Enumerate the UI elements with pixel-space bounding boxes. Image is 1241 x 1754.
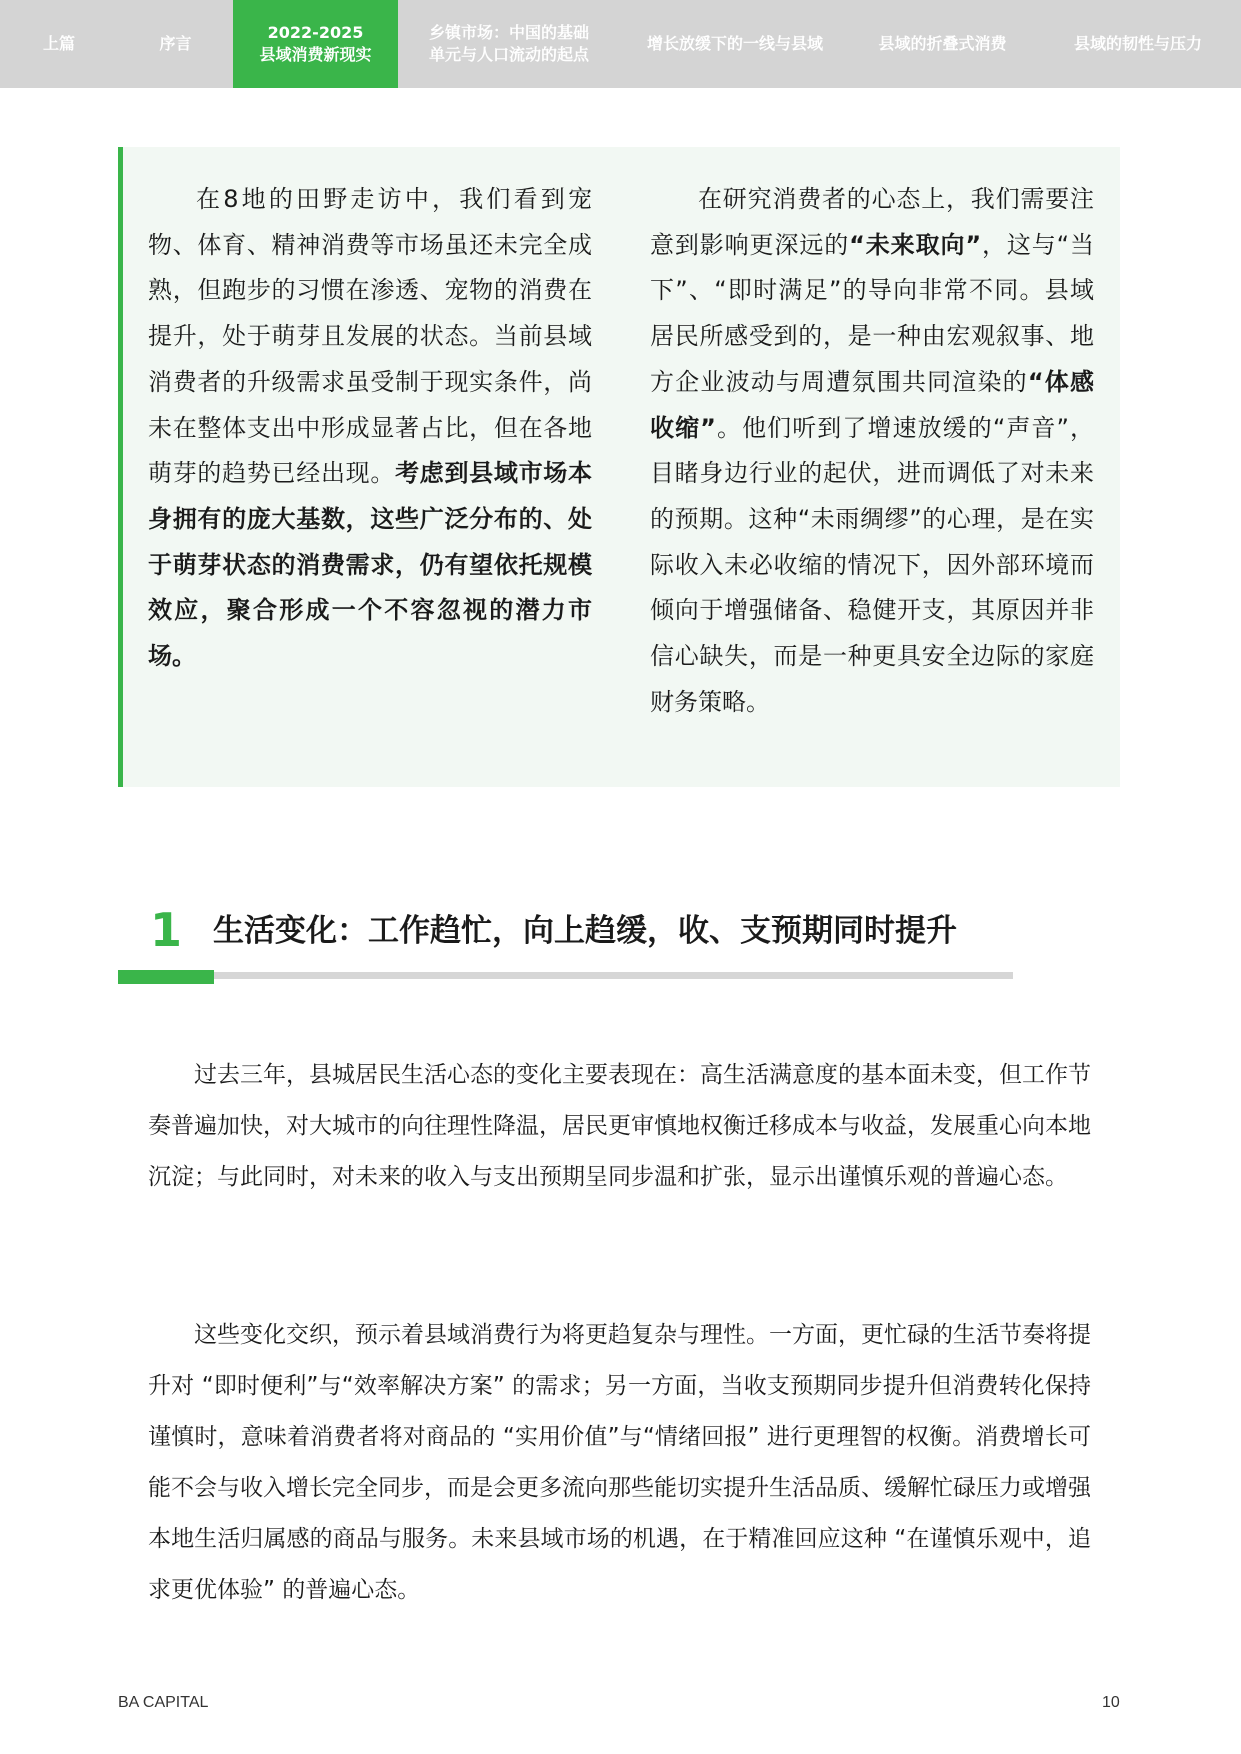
callout-right-text-1: 在研究消费者的心态上，我们需要注意到影响更深远的 xyxy=(650,185,1094,259)
nav-tab-folded-consumption[interactable] xyxy=(850,0,1035,88)
nav-tab-preface[interactable] xyxy=(118,0,233,88)
nav-tab-label-line1: 乡镇市场：中国的基础 xyxy=(428,23,589,42)
callout-right-text-3: 。他们听到了增速放缓的“声音”，目睹身边行业的起伏，进而调低了对未来的预期。这种“未雨绸缪”的心理，是在实际收入未必收缩的情况下，因外部环境而倾向于增强储备、稳健开支，其原因并非信心缺失，而是一种更具安全边际的家庭财务策略。 xyxy=(650,413,1094,716)
nav-tab-first-tier-and-county[interactable] xyxy=(620,0,850,88)
nav-tab-label-line2: 单元与人口流动的起点 xyxy=(428,45,589,64)
nav-tab-township-market[interactable] xyxy=(398,0,620,88)
top-navigation xyxy=(0,0,1241,88)
section-divider-accent xyxy=(118,970,214,984)
highlight-callout-box xyxy=(118,147,1120,787)
section-divider xyxy=(118,972,1013,979)
callout-left-bold-text: 考虑到县域市场本身拥有的庞大基数，这些广泛分布的、处于萌芽状态的消费需求，仍有望依托规模效应，聚合形成一个不容忽视的潜力市场。 xyxy=(148,459,593,671)
nav-tab-part-one[interactable] xyxy=(0,0,118,88)
nav-tab-label-line1: 2022-2025 xyxy=(267,23,364,42)
nav-tab-county-consumption-reality[interactable] xyxy=(233,0,398,88)
callout-left-column xyxy=(148,177,592,680)
callout-left-paragraph xyxy=(148,177,592,680)
callout-right-bold-2: “体感收缩” xyxy=(650,367,1094,442)
callout-right-bold-1: “未来取向” xyxy=(849,230,982,259)
nav-tab-label: 县域的折叠式消费 xyxy=(878,34,1007,53)
body-paragraph-1: 过去三年，县城居民生活心态的变化主要表现在：高生活满意度的基本面未变，但工作节奏普遍加快，对大城市的向往理性降温，居民更审慎地权衡迁移成本与收益，发展重心向本地沉淀；与此同时，对未来的收入与支出预期呈同步温和扩张，显示出谨慎乐观的普遍心态。 xyxy=(148,1062,1091,1190)
body-paragraph-2: 这些变化交织，预示着县域消费行为将更趋复杂与理性。一方面，更忙碌的生活节奏将提升对 “即时便利”与“效率解决方案” 的需求；另一方面，当收支预期同步提升但消费转化保持谨慎时，意味着消费者将对商品的 “实用价值”与“情绪回报” 进行更理智的权衡。消费增长可能不会与收入增长完全同步，而是会更多流向那些能切实提升生活品质、缓解忙碌压力或增强本地生活归属感的商品与服务。未来县域市场的机遇，在于精准回应这种 “在谨慎乐观中，追求更优体验” 的普遍心态。 xyxy=(148,1322,1091,1603)
nav-tab-label: 序言 xyxy=(159,34,192,53)
nav-tab-label: 上篇 xyxy=(42,34,75,53)
callout-left-text: 在8地的田野走访中，我们看到宠物、体育、精神消费等市场虽还未完全成熟，但跑步的习惯在渗透、宠物的消费在提升，处于萌芽且发展的状态。当前县域消费者的升级需求虽受制于现实条件，尚未在整体支出中形成显著占比，但在各地萌芽的趋势已经出现。 xyxy=(148,185,592,488)
callout-right-paragraph xyxy=(650,177,1094,725)
nav-tab-label-line2: 县域消费新现实 xyxy=(259,45,372,64)
section-number: 1 xyxy=(150,903,183,957)
footer-brand: BA CAPITAL xyxy=(118,1694,209,1711)
section-title: 生活变化：工作趋忙，向上趋缓，收、支预期同时提升 xyxy=(213,913,957,949)
callout-right-column xyxy=(650,177,1094,725)
nav-tab-resilience-and-pressure[interactable] xyxy=(1035,0,1241,88)
nav-tab-label: 县域的韧性与压力 xyxy=(1073,34,1202,53)
nav-tab-label: 增长放缓下的一线与县域 xyxy=(646,34,823,53)
page-number: 10 xyxy=(1102,1694,1120,1711)
callout-right-text-2: ，这与“当下”、“即时满足”的导向非常不同。县域居民所感受到的，是一种由宏观叙事、地方企业波动与周遭氛围共同渲染的 xyxy=(650,230,1095,396)
